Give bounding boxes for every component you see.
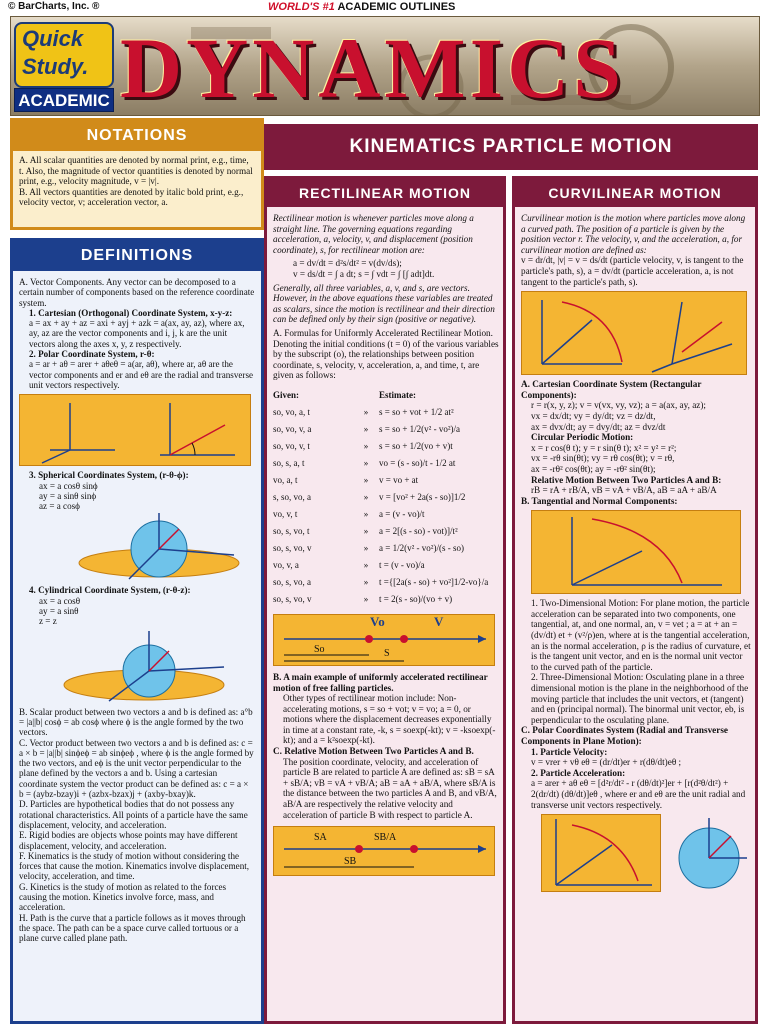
- curv-intro: Curvilinear motion is the motion where particles move along a curved path. The position of a particle is given by the position vector r. The velocity, v, and the acceleration, a, for curvilinear motion are defined as:: [521, 213, 746, 255]
- formula-row: [273, 438, 499, 455]
- arrow-cell: »: [363, 406, 369, 417]
- estimate-cell: s = so + 1/2(vo + v)t: [379, 440, 453, 451]
- fig-v: V: [434, 613, 444, 629]
- polar-sphere-figure: [667, 814, 751, 894]
- formula-row: [273, 472, 499, 489]
- def-a-intro: A. Vector Components. Any vector can be decomposed to a certain number of components based on the reference coordinate system.: [19, 277, 255, 308]
- rect-general: Generally, all three variables, a, v, and s, are vectors. However, in the above equations these variables are treated as scalars, since the motion is rectilinear and their direction can be defined only by their sign (positive or negative).: [273, 282, 495, 325]
- formula-table: [273, 387, 499, 608]
- curv-c1-title: 1. Particle Velocity:: [531, 746, 608, 757]
- def-a3-eq1: ax = a cosθ sinϕ: [39, 480, 98, 491]
- arrow-cell: »: [363, 440, 369, 451]
- def-a1-title: 1. Cartesian (Orthogonal) Coordinate System, x-y-z:: [29, 307, 233, 318]
- arrow-cell: »: [363, 542, 369, 553]
- tangential-normal-figure: [531, 510, 741, 594]
- estimate-cell: a = 1/2(v² - vo²)/(s - so): [379, 542, 464, 553]
- def-d: D. Particles are hypothetical bodies that do not possess any rotational characteristics. All points of a particle have the same displacement, velocity, and acceleration.: [19, 799, 248, 830]
- logo-line1: Quick: [22, 26, 84, 51]
- given-cell: vo, v, t: [273, 508, 298, 519]
- arrow-cell: »: [363, 525, 369, 536]
- def-h: H. Path is the curve that a particle follows as it moves through the space. The path can be a space curve called tortuous or a plane curve called plane path.: [19, 912, 246, 944]
- tagline-highlight: WORLD'S #1: [268, 1, 335, 13]
- arrow-cell: »: [363, 491, 369, 502]
- rectilinear-figure: [273, 614, 495, 666]
- arrow-cell: »: [363, 559, 369, 570]
- given-cell: s, so, vo, a: [273, 491, 311, 502]
- fig2-sb: SB: [344, 856, 357, 868]
- notation-b: B. All vectors quantities are denoted by italic bold print, e.g., velocity vector, v; acceleration vector, a.: [19, 186, 244, 208]
- formula-row: [273, 591, 499, 608]
- arrow-cell: »: [363, 576, 369, 587]
- fig2-sa: SA: [314, 832, 327, 844]
- notations-header: NOTATIONS: [13, 121, 261, 151]
- def-a2-eq: a = ar + aθ = arer + aθeθ = a(ar, aθ), where ar, aθ are the vector components and er and eθ are the radial and transverse unit vectors respectively.: [29, 359, 254, 390]
- estimate-cell: a = 2[(s - so) - vot)]/t²: [379, 525, 458, 536]
- def-a3-title: 3. Spherical Coordinates System, (r-θ-ϕ):: [29, 470, 189, 481]
- formula-rows: [273, 404, 499, 608]
- arrow-cell: »: [363, 593, 369, 604]
- logo-academic: ACADEMIC: [14, 88, 114, 112]
- notation-a: A. All scalar quantities are denoted by normal print, e.g., time, t. Also, the magnitude of vector quantities is denoted by normal print, e.g., velocity magnitude, v = |v|.: [19, 155, 253, 187]
- def-a4-eq2: ay = a sinθ: [39, 606, 79, 617]
- given-cell: so, vo, v, a: [273, 423, 312, 434]
- kinematics-title: KINEMATICS PARTICLE MOTION: [349, 136, 673, 157]
- curv-circ-eq3: ax = -rθ² cos(θt); ay = -rθ² sin(θt);: [531, 463, 656, 474]
- cartesian-polar-figure: [19, 394, 251, 466]
- given-label: Given:: [273, 389, 299, 400]
- rect-b-text: Other types of rectilinear motion include: Non-accelerating motions, s = so + vot; v = vo; a = 0, or motions where the displacement decreases exponentially in time at a constant rate, -k, s = soexp(-kt); v = -ksoexp(-kt); and a = k²soexp(-kt).: [283, 693, 496, 746]
- definitions-panel: [10, 238, 264, 1024]
- curv-eq: v = dr/dt, |v| = v = ds/dt (particle velocity, v, is tangent to the particle's path, s), a = dv/dt (particle acceleration, a, is not tangent to the particle's path, s).: [521, 255, 744, 287]
- estimate-cell: vo = (s - so)/t - 1/2 at: [379, 457, 456, 468]
- formula-row: [273, 455, 499, 472]
- given-cell: so, s, vo, t: [273, 525, 310, 536]
- def-a4-title: 4. Cylindrical Coordinate System, (r-θ-z):: [29, 585, 191, 596]
- curv-circ-title: Circular Periodic Motion:: [531, 432, 634, 443]
- curv-a-title: A. Cartesian Coordinate System (Rectangular Components):: [521, 379, 702, 400]
- given-cell: vo, v, a: [273, 559, 299, 570]
- rect-c-text: The position coordinate, velocity, and acceleration of particle B are related to particle A are defined as: sB = sA + sB/A; vB = vA + vB/A; aB = aA + aB/A, where sB/A is the distance between the two particles A and B, and vB/A, aB/A are respectively the relative velocity and acceleration of particle B with respect to particle A.: [283, 756, 497, 820]
- given-cell: so, vo, a, t: [273, 406, 310, 417]
- arrow-cell: »: [363, 457, 369, 468]
- curv-a-eq2: vx = dx/dt; vy = dy/dt; vz = dz/dt,: [531, 410, 656, 421]
- rect-intro: Rectilinear motion is whenever particles move along a straight line. The governing equations regarding acceleration, a, velocity, v, and displacement (position coordinate), s, for rectilinear motion are:: [273, 213, 474, 255]
- curv-c-title: C. Polar Coordinates System (Radial and Transverse Components in Plane Motion):: [521, 725, 728, 746]
- estimate-cell: s = so + vot + 1/2 at²: [379, 406, 454, 417]
- formula-row: [273, 506, 499, 523]
- given-cell: so, s, a, t: [273, 457, 305, 468]
- polar-path-figure: [541, 814, 661, 892]
- estimate-cell: v = [vo² + 2a(s - so)]1/2: [379, 491, 466, 502]
- fig-vo: Vo: [370, 613, 385, 629]
- def-b: B. Scalar product between two vectors a and b is defined as: a°b = |a||b| cosϕ = ab cosϕ where ϕ is the angle formed by the two vectors.: [19, 706, 253, 738]
- curv-rel-eq: rB = rA + rB/A, vB = vA + vB/A, aB = aA + aB/A: [531, 485, 717, 496]
- curv-b2: 2. Three-Dimensional Motion: Osculating plane in a three dimensional motion is the plane in the neighborhood of the moving particle that includes the unit vectors, et (tangent) and en (principal normal). The binormal unit vector, eb, is perpendicular to the osculating plane.: [531, 672, 749, 725]
- def-c: C. Vector product between two vectors a and b is defined as: c = a × b = |a||b| sinϕeϕ = ab sinϕeϕ , where ϕ is the angle formed by the two vectors, and eϕ is the unit vector perpendicular to the plane defined by the vectors a and b. Using a cartesian coordinate system the vector product can be defined as: c = a × b = (aybz-bzay)i + (azbx-bzax)j + (axby-bxay)k.: [19, 737, 254, 800]
- formula-row: [273, 489, 499, 506]
- def-a4-eq3: z = z: [39, 616, 57, 627]
- curv-c2-title: 2. Particle Acceleration:: [531, 767, 626, 778]
- formula-row: [273, 574, 499, 591]
- rect-a-text: A. Formulas for Uniformly Accelerated Rectilinear Motion. Denoting the initial conditions (t = 0) of the various variables by the subscript (o), the relationships between position coordinate, s, velocity, v, acceleration, a, and time, t, are given as follows:: [273, 327, 499, 381]
- spherical-figure: [19, 511, 251, 585]
- curv-a-eq1: r = r(x, y, z); v = v(vx, vy, vz); a = a(ax, ay, az);: [531, 400, 706, 411]
- estimate-cell: t = (v - vo)/a: [379, 559, 425, 570]
- rect-c-title: C. Relative Motion Between Two Particles A and B.: [273, 746, 474, 757]
- curv-b-title: B. Tangential and Normal Components:: [521, 495, 678, 506]
- axes-diagram: [20, 395, 252, 467]
- polar-figures: [521, 814, 751, 894]
- tagline-rest: ACADEMIC OUTLINES: [334, 1, 456, 13]
- top-strip: [0, 0, 768, 14]
- rectilinear-panel: [264, 176, 506, 1024]
- estimate-cell: a = (v - vo)/t: [379, 508, 425, 519]
- formula-row: [273, 523, 499, 540]
- given-cell: so, vo, v, t: [273, 440, 310, 451]
- rect-b-title: B. A main example of uniformly accelerated rectilinear motion of free falling particles.: [273, 671, 488, 693]
- notations-panel: [10, 118, 264, 230]
- arrow-cell: »: [363, 423, 369, 434]
- fig2-sba: SB/A: [374, 832, 397, 844]
- estimate-cell: s = so + 1/2(v² - vo²)/a: [379, 423, 461, 434]
- def-a2-title: 2. Polar Coordinate System, r-θ:: [29, 349, 155, 360]
- curvilinear-panel: [512, 176, 758, 1024]
- curv-a-eq3: ax = dvx/dt; ay = dvy/dt; az = dvz/dt: [531, 421, 666, 432]
- def-a4-eq1: ax = a cosθ: [39, 595, 81, 606]
- rectilinear-header: RECTILINEAR MOTION: [267, 179, 503, 207]
- relative-motion-figure: [273, 826, 495, 876]
- arrow-cell: »: [363, 508, 369, 519]
- rect-eq2: v = ds/dt = ∫ a dt; s = ∫ vdt = ∫ [∫ adt]dt.: [293, 268, 435, 279]
- definitions-header: DEFINITIONS: [13, 241, 261, 271]
- curv-c2-eq: a = arer + aθ eθ = [d²r/dt² - r (dθ/dt)²]er + [r(d²θ/dt²) + 2(dr/dt) (dθ/dt)]eθ , where er and eθ are the unit radial and transverse unit vectors respectively.: [531, 778, 746, 810]
- given-cell: so, s, vo, v: [273, 542, 312, 553]
- estimate-cell: v = vo + at: [379, 474, 419, 485]
- logo-line2: Study.: [22, 54, 89, 79]
- estimate-label: Estimate:: [379, 389, 416, 400]
- page-title: DYNAMICS: [120, 20, 625, 116]
- fig-so: So: [314, 643, 325, 655]
- rect-eq1: a = dv/dt = d²s/dt² = v(dv/ds);: [293, 258, 402, 269]
- estimate-cell: t = 2(s - so)/(vo + v): [379, 593, 453, 604]
- tagline: [268, 0, 455, 14]
- kinematics-area: [264, 118, 758, 1024]
- def-a3-eq2: ay = a sinθ sinϕ: [39, 490, 97, 501]
- left-column: [10, 118, 264, 1024]
- formula-row: [273, 404, 499, 421]
- estimate-cell: t ={[2a(s - so) + vo²]1/2-vo}/a: [379, 576, 489, 587]
- copyright-text: © BarCharts, Inc. ®: [8, 1, 100, 12]
- fig-s: S: [384, 647, 390, 659]
- curv-rel-title: Relative Motion Between Two Particles A and B:: [531, 474, 722, 485]
- formula-table-header: [273, 387, 499, 404]
- formula-row: [273, 421, 499, 438]
- def-f: F. Kinematics is the study of motion without considering the forces that cause the motion. Kinematics involve displacement, velocity, acceleration, and time.: [19, 850, 250, 882]
- curv-circ-eq2: vx = -rθ sin(θt); vy = rθ cos(θt); v = rθ,: [531, 453, 675, 464]
- formula-row: [273, 557, 499, 574]
- given-cell: vo, a, t: [273, 474, 298, 485]
- def-a3-eq3: az = a cosϕ: [39, 501, 80, 512]
- curvilinear-header: CURVILINEAR MOTION: [515, 179, 755, 207]
- curv-c1-eq: v = vrer + vθ eθ = (dr/dt)er + r(dθ/dt)eθ ;: [531, 757, 682, 768]
- quickstudy-logo: [14, 22, 114, 114]
- formula-row: [273, 540, 499, 557]
- given-cell: so, s, vo, v: [273, 593, 312, 604]
- def-e: E. Rigid bodies are objects whose points may have different displacement, velocity, and acceleration.: [19, 830, 238, 851]
- arrow-cell: »: [363, 474, 369, 485]
- def-g: G. Kinetics is the study of motion as related to the forces causing the motion. Kinetics involve force, mass, and acceleration.: [19, 881, 227, 913]
- curv-circ-eq1: x = r cos(θ t); y = r sin(θ t); x² = y² = r²;: [531, 442, 677, 453]
- def-a1-eq: a = ax + ay + az = axi + ayj + azk = a(ax, ay, az), where ax, ay, az are the vector components and i, j, k are the unit vectors along the axes x, y, z respectively.: [29, 318, 245, 349]
- curv-b1: 1. Two-Dimensional Motion: For plane motion, the particle acceleration can be separated into two components, one tangential, at, and one normal, an, v = vet ; a = at + an = (dv/dt) et + (v²/ρ)en, where at is the tangential acceleration, an is the normal acceleration, ρ is the radius of curvature, et is the tangent unit vector, and en is the normal unit vector to the curved path of the particle.: [531, 598, 751, 672]
- given-cell: so, s, vo, a: [273, 576, 311, 587]
- cylindrical-figure: [19, 627, 251, 707]
- curvilinear-figure: [521, 291, 747, 375]
